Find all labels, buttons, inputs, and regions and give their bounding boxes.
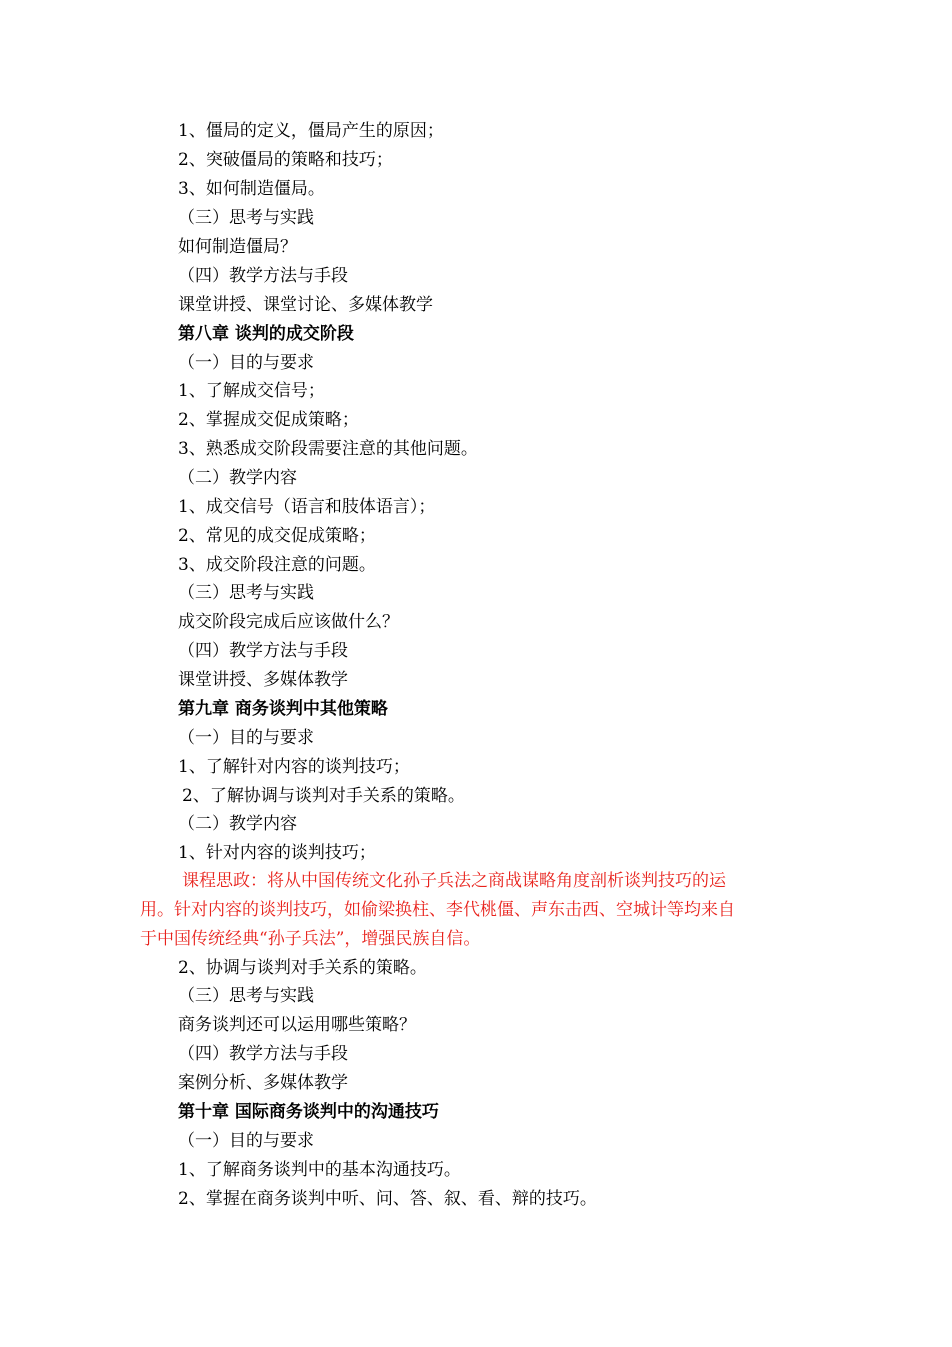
objective-item: 2、了解协调与谈判对手关系的策略。	[182, 786, 465, 806]
content-item: 1、成交信号（语言和肢体语言）；	[178, 497, 436, 517]
think-question: 成交阶段完成后应该做什么？	[178, 612, 399, 632]
think-question: 如何制造僵局？	[178, 237, 297, 257]
ideology-note-line: 于中国传统经典“孙子兵法”，增强民族自信。	[140, 929, 481, 949]
section-teaching-methods: （四）教学方法与手段	[178, 266, 348, 286]
section-teaching-content: （二）教学内容	[178, 468, 297, 488]
chapter-9-title: 第九章 商务谈判中其他策略	[178, 699, 388, 719]
section-objectives: （一）目的与要求	[178, 728, 314, 748]
item-stalemate-definition: 1、僵局的定义，僵局产生的原因；	[178, 121, 444, 141]
section-teaching-methods: （四）教学方法与手段	[178, 1044, 348, 1064]
content-item: 1、针对内容的谈判技巧；	[178, 843, 376, 863]
teaching-methods-text: 案例分析、多媒体教学	[178, 1073, 348, 1093]
ideology-note-line: 课程思政：将从中国传统文化孙子兵法之商战谋略角度剖析谈判技巧的运	[182, 871, 726, 891]
item-break-stalemate: 2、突破僵局的策略和技巧；	[178, 150, 393, 170]
ideology-note-line: 用。针对内容的谈判技巧，如偷梁换柱、李代桃僵、声东击西、空城计等均来自	[140, 900, 735, 920]
content-item: 3、成交阶段注意的问题。	[178, 555, 376, 575]
objective-item: 2、掌握在商务谈判中听、问、答、叙、看、辩的技巧。	[178, 1189, 597, 1209]
section-think-practice: （三）思考与实践	[178, 208, 314, 228]
objective-item: 1、了解成交信号；	[178, 381, 325, 401]
ideology-note	[140, 867, 820, 954]
objective-item: 1、了解商务谈判中的基本沟通技巧。	[178, 1160, 461, 1180]
objective-item: 2、掌握成交促成策略；	[178, 410, 359, 430]
content-item: 2、常见的成交促成策略；	[178, 526, 376, 546]
item-create-stalemate: 3、如何制造僵局。	[178, 179, 325, 199]
section-think-practice: （三）思考与实践	[178, 986, 314, 1006]
teaching-methods-text: 课堂讲授、课堂讨论、多媒体教学	[178, 295, 433, 315]
think-question: 商务谈判还可以运用哪些策略？	[178, 1015, 416, 1035]
content-item: 2、协调与谈判对手关系的策略。	[178, 958, 427, 978]
section-objectives: （一）目的与要求	[178, 1131, 314, 1151]
section-think-practice: （三）思考与实践	[178, 583, 314, 603]
chapter-8-title: 第八章 谈判的成交阶段	[178, 324, 354, 344]
teaching-methods-text: 课堂讲授、多媒体教学	[178, 670, 348, 690]
chapter-10-title: 第十章 国际商务谈判中的沟通技巧	[178, 1102, 439, 1122]
objective-item: 3、熟悉成交阶段需要注意的其他问题。	[178, 439, 478, 459]
section-teaching-methods: （四）教学方法与手段	[178, 641, 348, 661]
section-objectives: （一）目的与要求	[178, 353, 314, 373]
objective-item: 1、了解针对内容的谈判技巧；	[178, 757, 410, 777]
section-teaching-content: （二）教学内容	[178, 814, 297, 834]
